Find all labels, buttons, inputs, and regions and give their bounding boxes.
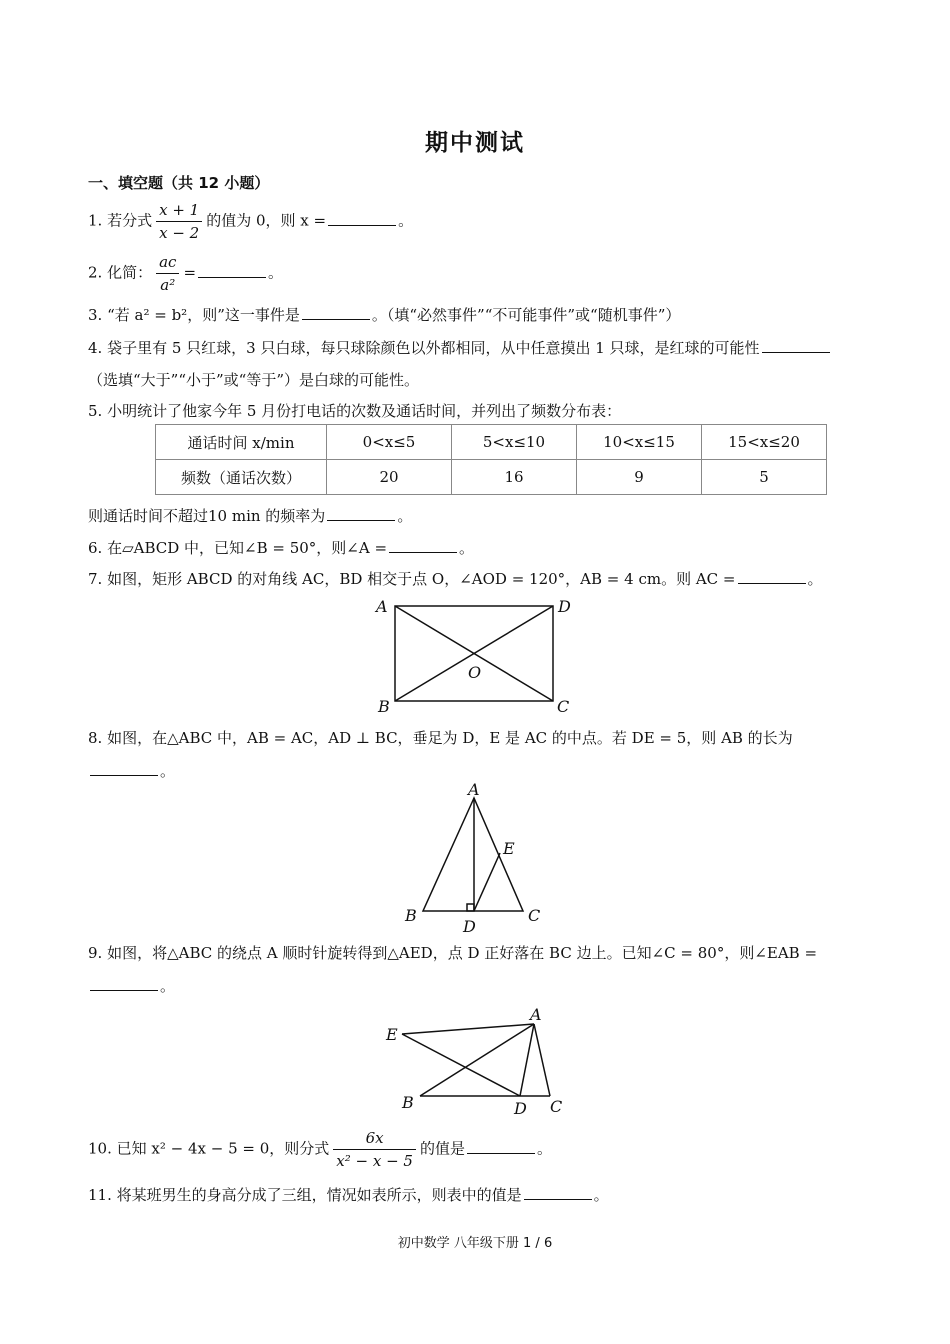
label-c: C xyxy=(557,697,570,716)
table-cell: 通话时间 x/min xyxy=(156,425,327,460)
label-d: D xyxy=(514,1099,527,1118)
q11-text: 11. 将某班男生的身高分成了三组，情况如表所示，则表中的值是 xyxy=(88,1186,522,1204)
label-d: D xyxy=(463,917,476,936)
q2-fraction xyxy=(156,252,179,295)
table-cell: 5<x≤10 xyxy=(452,425,577,460)
table-cell: 9 xyxy=(577,460,702,495)
table-cell: 5 xyxy=(702,460,827,495)
segment-ea xyxy=(402,1024,534,1034)
question-9: 9. 如图，将△ABC 的绕点 A 顺时针旋转得到△AED，点 D 正好落在 BC 边上。已知∠C = 80°，则∠EAB = xyxy=(88,944,818,962)
q2-denominator: a² xyxy=(160,276,176,294)
label-e: E xyxy=(386,1025,398,1044)
q1-numerator: x + 1 xyxy=(156,200,202,222)
q10-suffix: 的值是 xyxy=(419,1139,465,1158)
segment-ac xyxy=(534,1024,550,1096)
q3-suffix: 。（填“必然事件”“不可能事件”或“随机事件”） xyxy=(371,306,681,324)
q2-end: 。 xyxy=(268,263,284,282)
label-b: B xyxy=(378,697,390,716)
segment-ad xyxy=(520,1024,534,1096)
question-8: 8. 如图，在△ABC 中，AB = AC，AD ⊥ BC，垂足为 D，E 是 AC 的中点。若 DE = 5，则 AB 的长为 xyxy=(88,729,793,747)
table-cell: 频数（通话次数） xyxy=(156,460,327,495)
q5-end: 。 xyxy=(397,507,413,525)
frequency-table xyxy=(155,424,827,495)
right-angle-mark xyxy=(467,904,474,911)
question-10 xyxy=(88,1128,552,1171)
table-row xyxy=(156,460,827,495)
label-a: A xyxy=(376,597,388,616)
q11-end: 。 xyxy=(593,1186,609,1204)
q8-triangle-figure xyxy=(395,780,555,938)
label-c: C xyxy=(528,906,541,925)
q6-answer-blank[interactable] xyxy=(389,538,457,553)
q1-suffix: 的值为 0，则 x = xyxy=(206,211,327,230)
section-heading: 一、填空题（共 12 小题） xyxy=(88,174,270,192)
page-title: 期中测试 xyxy=(425,130,525,156)
q7-answer-blank[interactable] xyxy=(738,569,806,584)
q7-rectangle-figure xyxy=(370,596,580,716)
q10-prefix: 10. 已知 x² − 4x − 5 = 0，则分式 xyxy=(88,1139,330,1158)
q2-suffix: = xyxy=(183,263,197,282)
table-cell: 10<x≤15 xyxy=(577,425,702,460)
q5-answer-blank[interactable] xyxy=(327,506,395,521)
q4-line2: （选填“大于”“小于”或“等于”）是白球的可能性。 xyxy=(88,371,420,389)
q1-end: 。 xyxy=(398,211,414,230)
q8-line2 xyxy=(88,760,175,781)
label-b: B xyxy=(402,1093,414,1112)
table-row xyxy=(156,425,827,460)
label-a: A xyxy=(530,1005,542,1024)
question-6 xyxy=(88,537,474,558)
q7-end: 。 xyxy=(807,570,823,588)
q9-line2 xyxy=(88,975,175,996)
segment-ab xyxy=(420,1024,534,1096)
q5-after-text: 则通话时间不超过10 min 的频率为 xyxy=(88,507,326,525)
q2-numerator: ac xyxy=(156,252,179,274)
question-4 xyxy=(88,337,832,358)
question-1 xyxy=(88,200,413,243)
label-b: B xyxy=(405,906,417,925)
question-11 xyxy=(88,1184,609,1205)
q2-prefix: 2. 化简： xyxy=(88,263,153,282)
label-o: O xyxy=(468,663,482,682)
label-d: D xyxy=(558,597,571,616)
q5-after xyxy=(88,505,412,526)
q3-answer-blank[interactable] xyxy=(302,305,370,320)
segment-de xyxy=(474,853,500,911)
question-3 xyxy=(88,304,680,325)
q10-end: 。 xyxy=(536,1139,552,1158)
table-cell: 0<x≤5 xyxy=(327,425,452,460)
question-7 xyxy=(88,568,823,589)
q4-answer-blank[interactable] xyxy=(762,338,830,353)
page-footer: 初中数学 八年级下册 1 / 6 xyxy=(397,1236,553,1251)
label-c: C xyxy=(550,1097,563,1116)
q9-rotation-figure xyxy=(380,1002,580,1120)
q10-denominator: x² − x − 5 xyxy=(336,1152,413,1170)
q1-prefix: 1. 若分式 xyxy=(88,211,153,230)
q6-end: 。 xyxy=(459,539,475,557)
q11-answer-blank[interactable] xyxy=(524,1185,592,1200)
q8-answer-blank[interactable] xyxy=(90,761,158,776)
q10-numerator: 6x xyxy=(333,1128,416,1150)
label-a: A xyxy=(468,780,480,799)
q1-answer-blank[interactable] xyxy=(328,211,396,226)
table-cell: 15<x≤20 xyxy=(702,425,827,460)
table-cell: 20 xyxy=(327,460,452,495)
question-2 xyxy=(88,252,283,295)
q1-denominator: x − 2 xyxy=(159,224,200,242)
label-e: E xyxy=(503,839,515,858)
q2-answer-blank[interactable] xyxy=(198,263,266,278)
q9-end: 。 xyxy=(160,977,176,995)
q9-answer-blank[interactable] xyxy=(90,976,158,991)
q4-line1: 4. 袋子里有 5 只红球，3 只白球，每只球除颜色以外都相同，从中任意摸出 1 只球，是红球的可能性 xyxy=(88,339,760,357)
q7-text: 7. 如图，矩形 ABCD 的对角线 AC，BD 相交于点 O，∠AOD = 120°，AB = 4 cm。则 AC = xyxy=(88,570,736,588)
question-5: 5. 小明统计了他家今年 5 月份打电话的次数及通话时间，并列出了频数分布表： xyxy=(88,402,622,420)
q8-end: 。 xyxy=(160,762,176,780)
q6-text: 6. 在▱ABCD 中，已知∠B = 50°，则∠A = xyxy=(88,539,388,557)
q1-fraction xyxy=(156,200,202,243)
q3-prefix: 3. “若 a² = b²，则”这一事件是 xyxy=(88,306,300,324)
table-cell: 16 xyxy=(452,460,577,495)
q10-fraction xyxy=(333,1128,416,1171)
q10-answer-blank[interactable] xyxy=(467,1139,535,1154)
